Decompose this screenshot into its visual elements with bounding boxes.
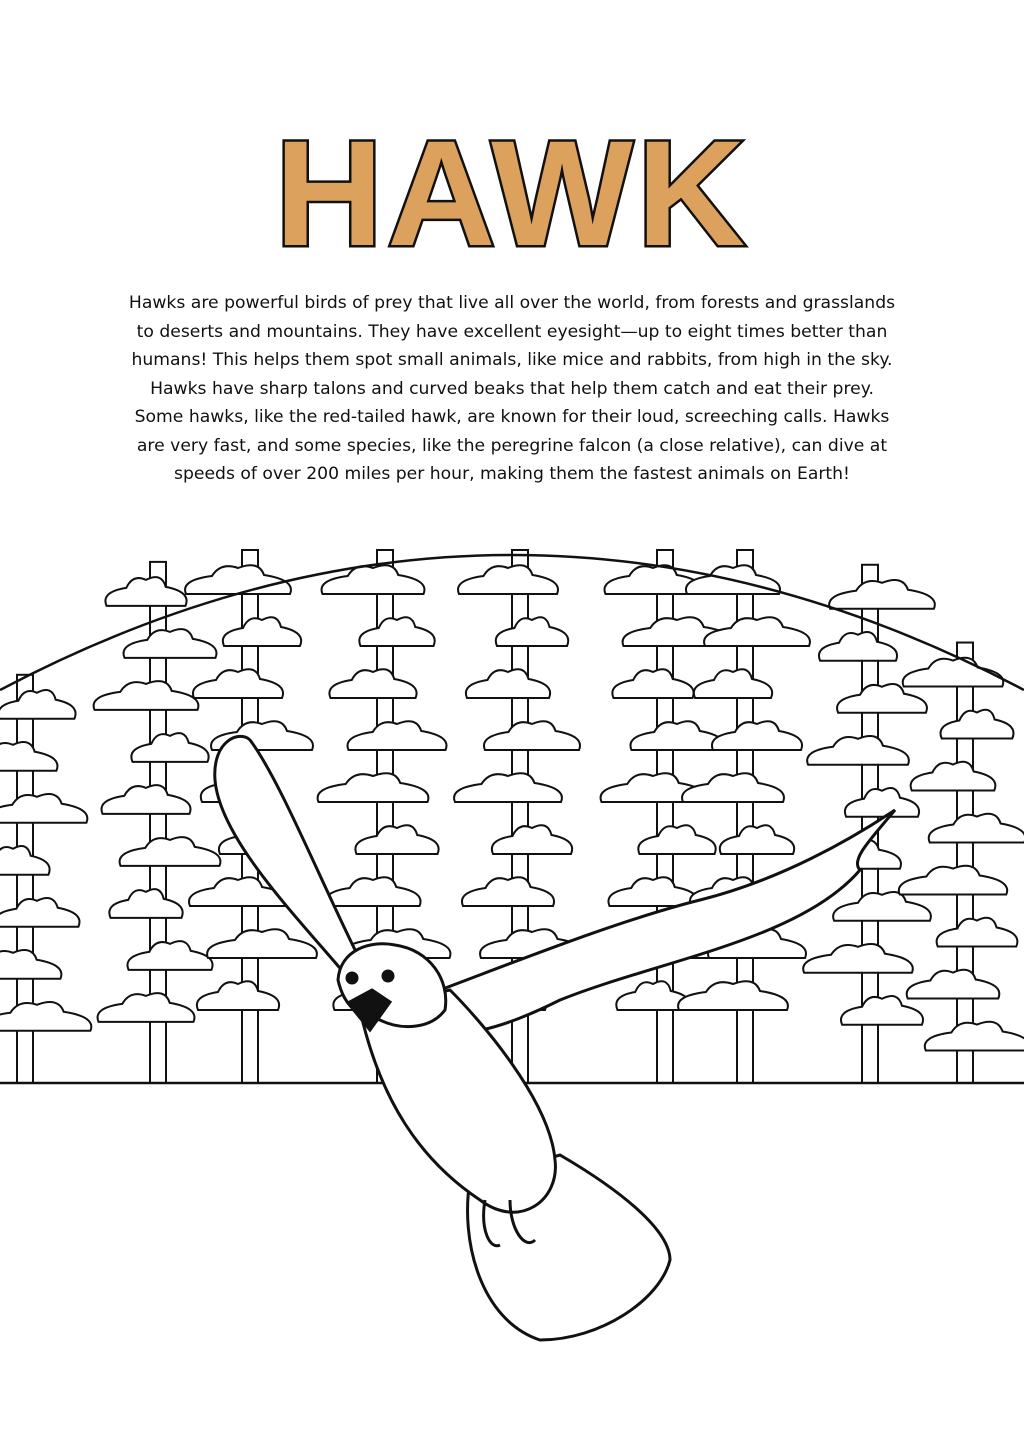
tree-foliage: [0, 742, 57, 771]
tree-foliage: [829, 580, 935, 609]
hawk-drawing: [215, 736, 895, 1340]
tree-foliage: [819, 632, 897, 661]
tree-foliage: [127, 941, 212, 970]
tree-foliage: [348, 721, 447, 750]
tree-foliage: [630, 721, 723, 750]
tree-foliage: [803, 944, 913, 973]
tree-foliage: [355, 825, 438, 854]
tree-foliage: [682, 773, 784, 802]
tree-foliage: [458, 565, 558, 594]
description-line: humans! This helps them spot small animals, like mice and rabbits, from high in the sky.: [131, 350, 893, 370]
tree-foliage: [484, 721, 580, 750]
tree-foliage: [325, 877, 420, 906]
tree-foliage: [720, 825, 794, 854]
tree-foliage: [911, 762, 996, 791]
tree-foliage: [907, 970, 1000, 999]
tree-foliage: [109, 889, 182, 918]
tree-foliage: [694, 669, 772, 698]
tree-foliage: [0, 898, 79, 927]
description-line: Some hawks, like the red-tailed hawk, are known for their loud, screeching calls. Hawks: [134, 407, 890, 427]
tree-foliage: [466, 669, 550, 698]
description-line: Hawks are powerful birds of prey that live all over the world, from forests and grasslands: [128, 293, 896, 313]
tree-foliage: [454, 773, 562, 802]
description-line: are very fast, and some species, like the peregrine falcon (a close relative), can dive at: [136, 435, 888, 456]
tree-foliage: [207, 929, 317, 958]
tree-foliage: [193, 669, 283, 698]
tree-foliage: [0, 846, 50, 875]
hawk-eye: [347, 973, 357, 983]
tree-foliage: [197, 981, 279, 1010]
tree-foliage: [899, 866, 1007, 895]
tree-foliage: [845, 788, 919, 817]
tree-foliage: [833, 892, 931, 921]
tree-foliage: [807, 736, 909, 765]
tree-foliage: [496, 617, 568, 646]
tree-foliage: [98, 993, 195, 1022]
tree-foliage: [101, 785, 190, 814]
tree-foliage: [0, 950, 61, 979]
tree-foliage: [359, 617, 434, 646]
tree-foliage: [94, 681, 199, 710]
tree-foliage: [837, 684, 927, 713]
tree-foliage: [0, 1002, 91, 1031]
description-paragraph: [100, 289, 924, 489]
tree-trunk: [957, 643, 973, 1083]
description-line: speeds of over 200 miles per hour, making them the fastest animals on Earth!: [174, 464, 850, 484]
tree-foliage: [223, 617, 301, 646]
tree-foliage: [0, 794, 87, 823]
tree-foliage: [612, 669, 693, 698]
tree-foliage: [0, 690, 76, 719]
tree-foliage: [120, 837, 221, 866]
tree-foliage: [841, 996, 923, 1025]
tree-foliage: [925, 1022, 1024, 1051]
tree-foliage: [105, 577, 186, 606]
description-line: Hawks have sharp talons and curved beaks that help them catch and eat their prey.: [150, 378, 874, 399]
tree-foliage: [185, 565, 291, 594]
tree-foliage: [937, 918, 1018, 947]
tree-foliage: [462, 877, 554, 906]
page-title: HAWK: [274, 109, 750, 277]
tree-foliage: [608, 877, 697, 906]
tree-foliage: [704, 617, 810, 646]
tree-foliage: [131, 733, 208, 762]
tree-foliage: [929, 814, 1024, 843]
hawk-eye: [383, 971, 393, 981]
hawk-coloring-illustration: [0, 540, 1024, 1360]
tree-foliage: [712, 721, 802, 750]
tree-foliage: [638, 825, 715, 854]
tree-foliage: [678, 981, 788, 1010]
tree-foliage: [318, 773, 429, 802]
tree-foliage: [492, 825, 572, 854]
tree-foliage: [941, 710, 1014, 739]
tree-foliage: [124, 629, 217, 658]
description-line: to deserts and mountains. They have excellent eyesight—up to eight times better than: [136, 321, 888, 342]
tree-foliage: [329, 669, 416, 698]
